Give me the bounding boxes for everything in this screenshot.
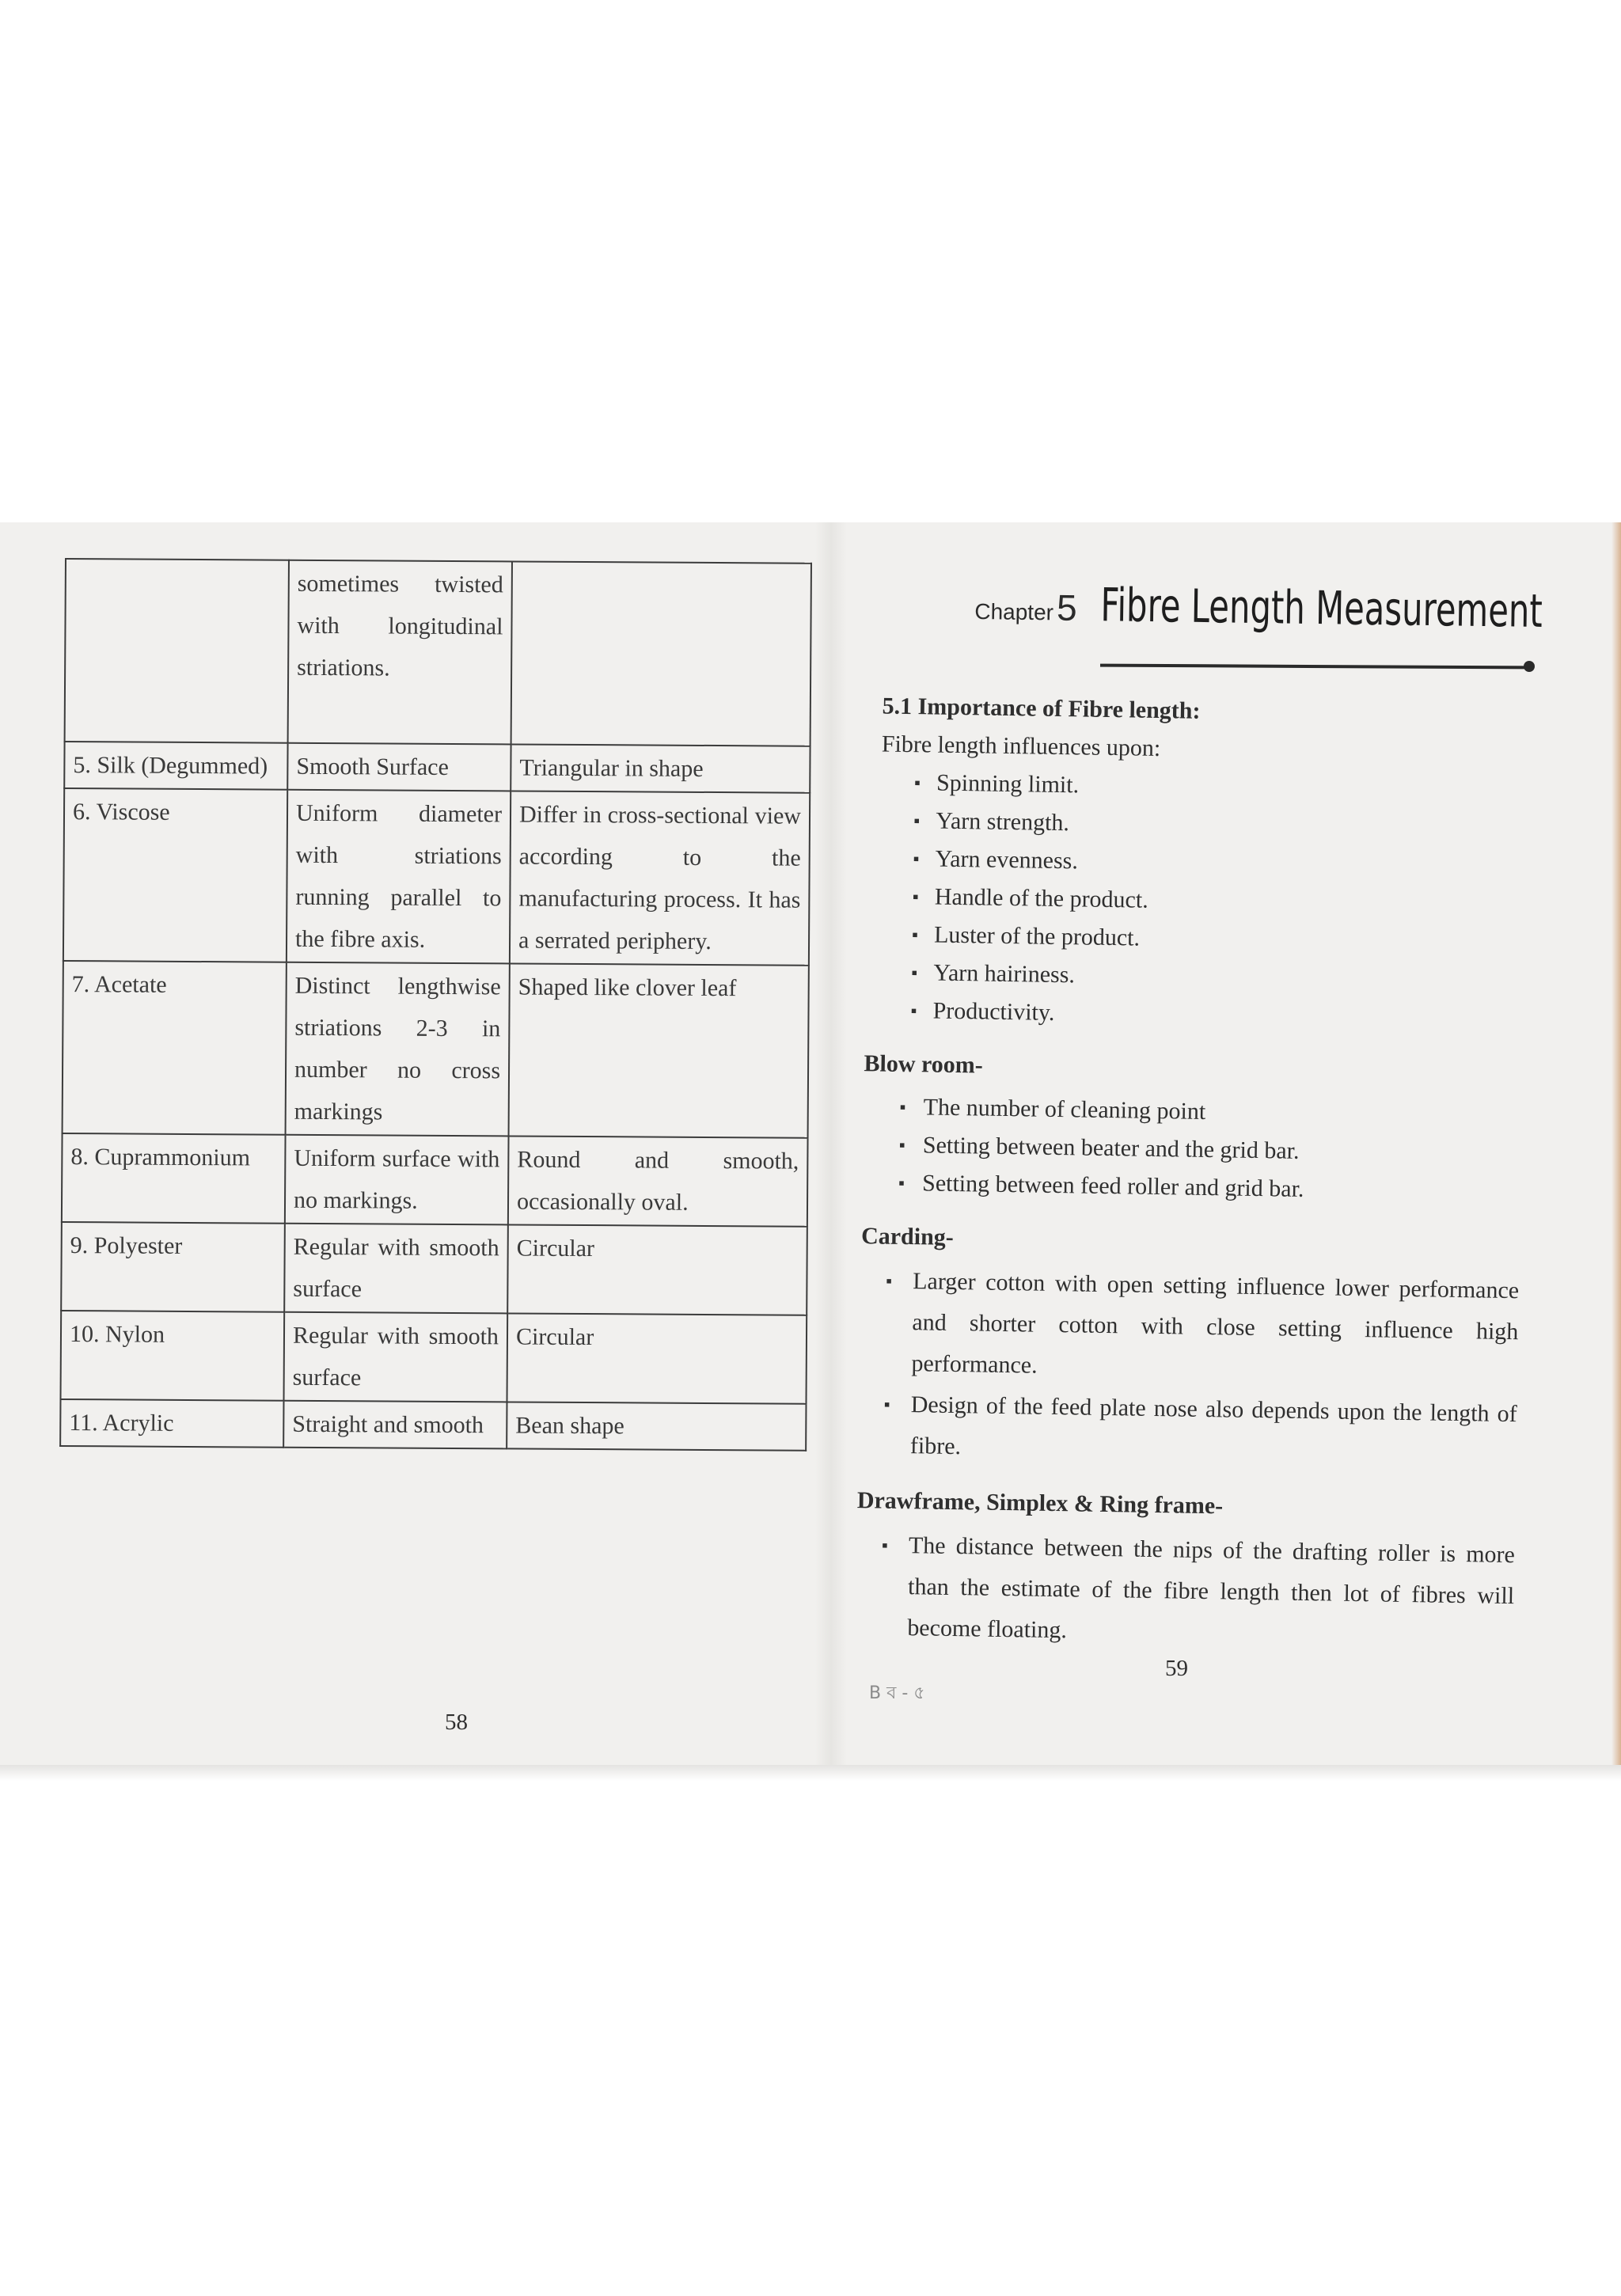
list-item xyxy=(848,1260,1522,1394)
bullet-icon: ▪ xyxy=(912,886,919,907)
fibre-cell: 7. Acetate xyxy=(63,961,287,1135)
blow-room-list xyxy=(851,1087,1525,1212)
bullet-icon: ▪ xyxy=(899,1096,906,1117)
list-item-text: Handle of the product. xyxy=(934,883,1148,913)
page-edge xyxy=(1612,522,1621,1773)
bullet-icon: ▪ xyxy=(883,1394,890,1414)
longitudinal-cell: Smooth Surface xyxy=(287,743,511,791)
list-item-text: Productivity. xyxy=(932,997,1055,1026)
left-page-number: 58 xyxy=(445,1710,468,1735)
footer-mark: B ব - ৫ xyxy=(869,1683,925,1703)
longitudinal-cell: Regular with smooth surface xyxy=(284,1312,508,1402)
table-row xyxy=(64,742,810,793)
book-gutter xyxy=(815,522,847,1773)
list-item-text: Setting between beater and the grid bar. xyxy=(922,1132,1300,1164)
cross-section-cell: Circular xyxy=(507,1224,807,1315)
table-row xyxy=(60,1399,806,1451)
chapter-heading xyxy=(974,576,1621,640)
fibre-cell: 8. Cuprammonium xyxy=(62,1133,286,1224)
bullet-icon: ▪ xyxy=(913,810,921,831)
list-item-text: Spinning limit. xyxy=(936,769,1080,799)
list-item-text: Design of the feed plate nose also depends upon the length of fibre. xyxy=(909,1391,1517,1460)
cross-section-cell: Shaped like clover leaf xyxy=(509,963,809,1137)
bullet-icon: ▪ xyxy=(910,1000,917,1021)
bullet-icon: ▪ xyxy=(881,1535,888,1555)
list-item-text: Luster of the product. xyxy=(933,921,1141,951)
bullet-icon: ▪ xyxy=(886,1270,893,1291)
chapter-number: 5 xyxy=(1056,586,1078,628)
table-row xyxy=(62,1133,808,1227)
list-item-text: Yarn evenness. xyxy=(935,845,1079,875)
list-item-text: Larger cotton with open setting influence lower performance and shorter cotton with close setting influence high performance. xyxy=(911,1268,1520,1379)
list-item xyxy=(847,1383,1521,1476)
table-row xyxy=(61,1311,807,1404)
influences-list xyxy=(853,763,1530,1039)
table-row xyxy=(63,961,809,1138)
fibre-cell: 11. Acrylic xyxy=(60,1399,283,1448)
list-item-text: The distance between the nips of the drafting roller is more than the estimate of the fibre length then lot of fibres will become floating. xyxy=(907,1532,1516,1644)
intro-text: Fibre length influences upon: xyxy=(881,731,1161,761)
drawframe-list xyxy=(844,1524,1518,1658)
right-page-number: 59 xyxy=(1165,1656,1188,1681)
table-row xyxy=(65,559,811,746)
drawframe-heading: Drawframe, Simplex & Ring frame- xyxy=(856,1487,1224,1520)
table-row xyxy=(61,1222,807,1315)
bullet-icon: ▪ xyxy=(898,1134,905,1155)
bullet-icon: ▪ xyxy=(913,772,921,793)
fibre-properties-table xyxy=(59,558,812,1452)
list-item-text: Setting between feed roller and grid bar. xyxy=(921,1170,1304,1202)
list-item-text: The number of cleaning point xyxy=(923,1094,1206,1125)
longitudinal-cell: Regular with smooth surface xyxy=(284,1224,508,1314)
longitudinal-cell: sometimes twisted with longitudinal striations. xyxy=(288,560,512,745)
fibre-cell: 9. Polyester xyxy=(61,1222,285,1312)
carding-heading: Carding- xyxy=(860,1223,955,1250)
bullet-icon: ▪ xyxy=(913,848,920,869)
longitudinal-cell: Uniform diameter with striations running parallel to the fibre axis. xyxy=(287,790,511,964)
list-item-text: Yarn hairiness. xyxy=(933,959,1076,989)
list-item xyxy=(844,1524,1518,1658)
fibre-cell: 10. Nylon xyxy=(61,1311,285,1401)
chapter-body xyxy=(844,687,1532,1669)
fibre-cell xyxy=(65,559,289,743)
table-row xyxy=(63,788,810,966)
cross-section-cell: Round and smooth, occasionally oval. xyxy=(508,1136,808,1226)
longitudinal-cell: Straight and smooth xyxy=(283,1401,507,1449)
cross-section-cell xyxy=(511,561,811,746)
chapter-label: Chapter xyxy=(974,598,1054,625)
fibre-cell: 6. Viscose xyxy=(63,788,287,962)
fibre-cell: 5. Silk (Degummed) xyxy=(64,742,287,790)
cross-section-cell: Circular xyxy=(507,1313,807,1403)
cross-section-cell: Triangular in shape xyxy=(511,744,810,792)
cross-section-cell: Differ in cross-sectional view according to the manufacturing process. It has a serrated periphery. xyxy=(510,791,810,965)
section-title: 5.1 Importance of Fibre length: xyxy=(882,693,1201,724)
longitudinal-cell: Distinct lengthwise striations 2-3 in number no cross markings xyxy=(286,962,510,1137)
blow-room-heading: Blow room- xyxy=(864,1050,984,1079)
carding-list xyxy=(847,1260,1523,1476)
bullet-icon: ▪ xyxy=(911,962,918,983)
list-item-text: Yarn strength. xyxy=(936,807,1070,837)
spread-shadow xyxy=(0,1765,1621,1781)
bullet-icon: ▪ xyxy=(898,1172,905,1193)
cross-section-cell: Bean shape xyxy=(507,1402,806,1450)
bullet-icon: ▪ xyxy=(911,924,919,945)
chapter-underline-dot xyxy=(1524,661,1535,672)
chapter-title: Fibre Length Measurement xyxy=(1100,578,1543,639)
longitudinal-cell: Uniform surface with no markings. xyxy=(285,1135,509,1225)
